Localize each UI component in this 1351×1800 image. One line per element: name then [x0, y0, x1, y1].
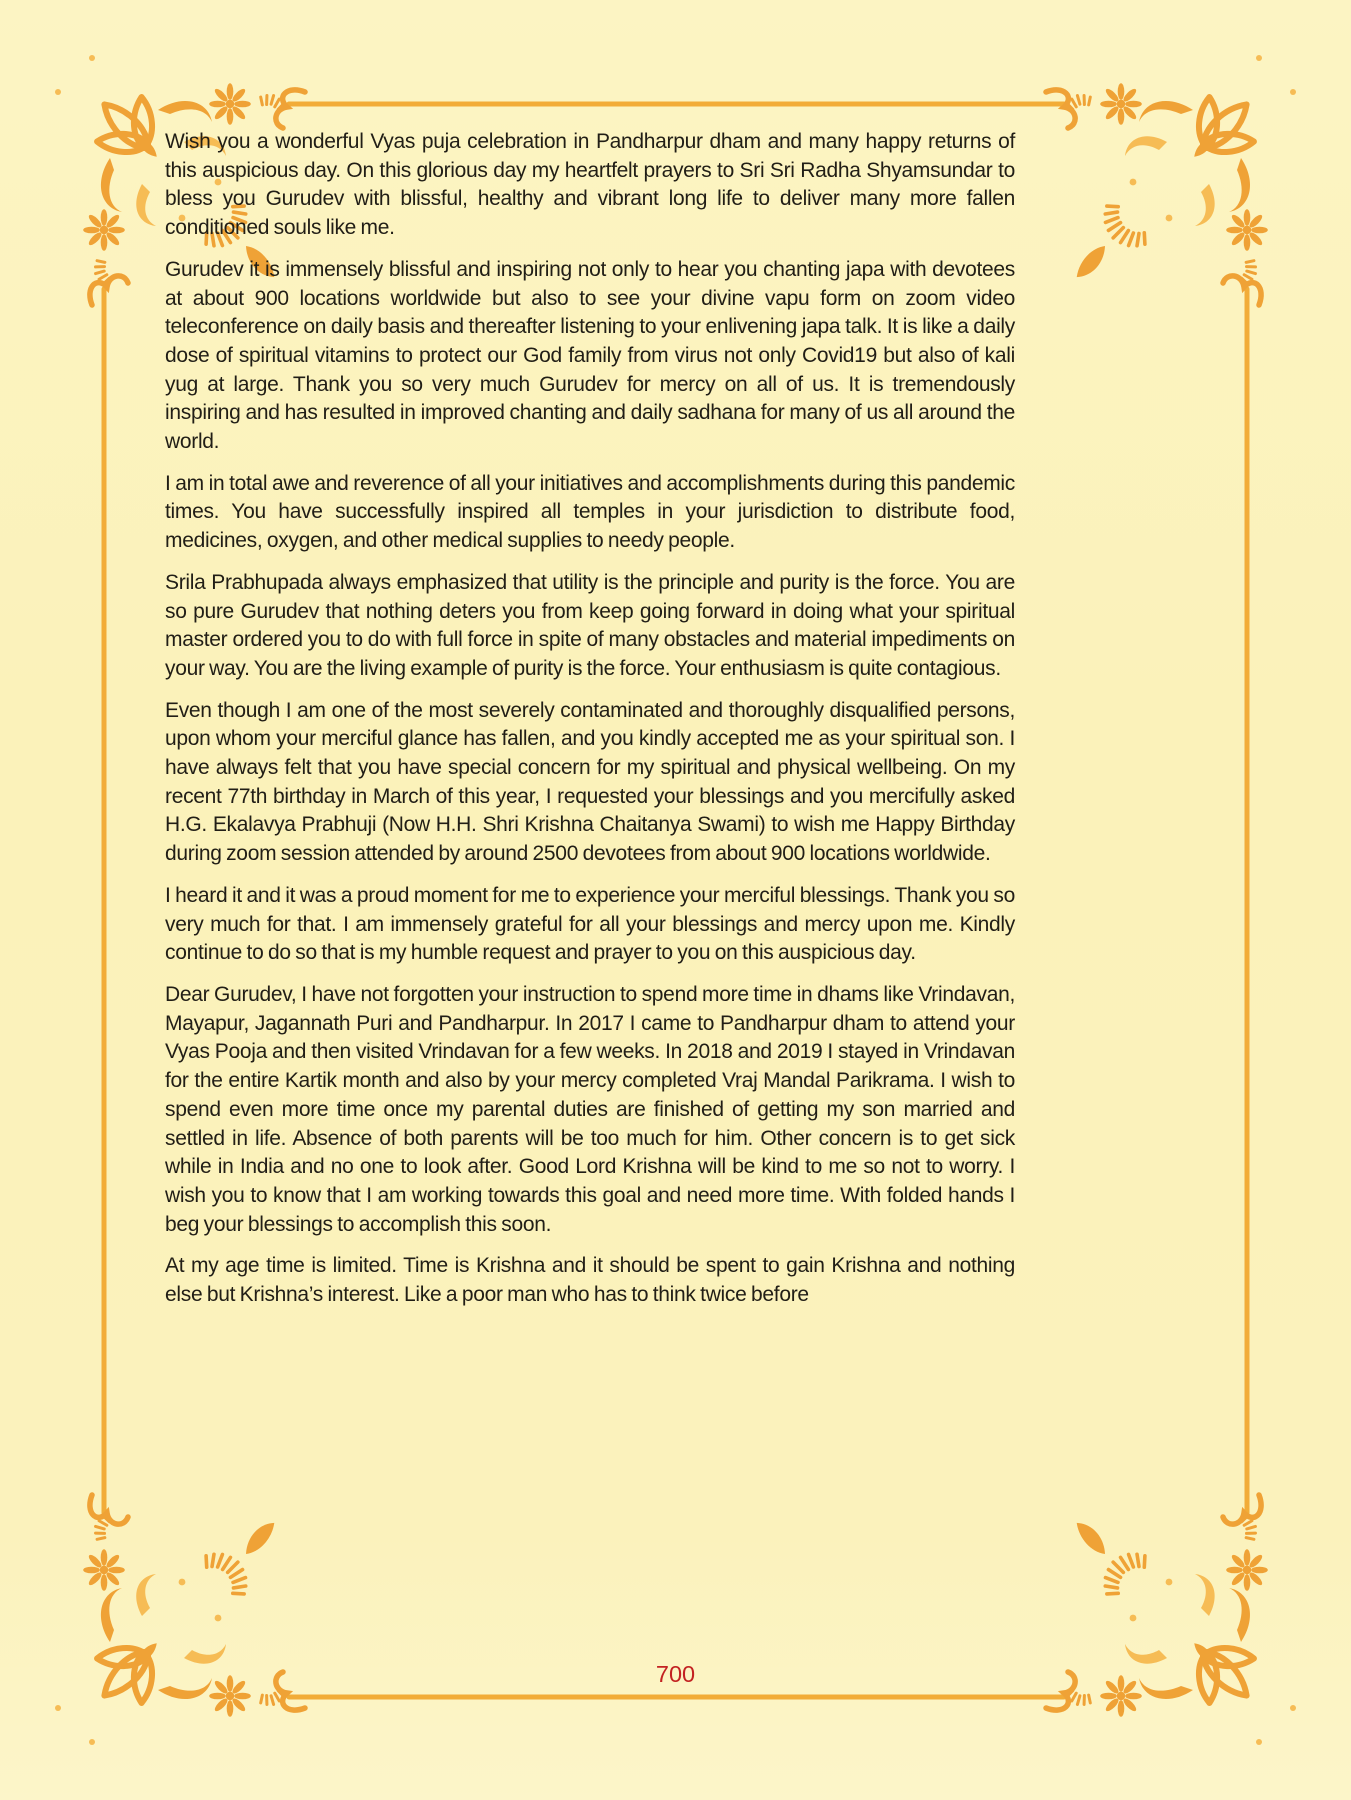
paragraph: Wish you a wonderful Vyas puja celebration in Pandharpur dham and many happy returns of this auspicious day. On this glorious day my heartfelt prayers to Sri Sri Radha Shyamsundar to bless you Gurudev with blissful, healthy and vibrant long life to deliver many more fallen conditioned souls like me. [165, 130, 1015, 240]
paragraph: I am in total awe and reverence of all your initiatives and accomplishments during this pandemic times. You have successfully inspired all temples in your jurisdiction to distribute food, medicines, oxygen, and other medical supplies to needy people. [165, 471, 1015, 553]
letter-body [165, 128, 1015, 1323]
paragraph: I heard it and it was a proud moment for me to experience your merciful blessings. Thank you so very much for that. I am immensely grateful for all your blessings and mercy upon me. Kindly continue to do so that is my humble request and prayer to you on this auspicious day. [165, 883, 1015, 965]
paragraph: At my age time is limited. Time is Krishna and it should be spent to gain Krishna and nothing else but Krishna’s interest. Like a poor man who has to think twice before [165, 1254, 1015, 1307]
paragraph: Dear Gurudev, I have not forgotten your instruction to spend more time in dhams like Vrindavan, Mayapur, Jagannath Puri and Pandharpur. In 2017 I came to Pandharpur dham to attend your Vyas Pooja and then visited Vrindavan for a few weeks. In 2018 and 2019 I stayed in Vrindavan for the entire Kartik month and also by your mercy completed Vraj Mandal Parikrama. I wish to spend even more time once my parental duties are finished of getting my son married and settled in life. Absence of both parents will be too much for him. Other concern is to get sick while in India and no one to look after. Good Lord Krishna will be kind to me so not to worry. I wish you to know that I am working towards this goal and need more time. With folded hands I beg your blessings to accomplish this soon. [165, 982, 1015, 1236]
paragraph: Gurudev it is immensely blissful and inspiring not only to hear you chanting japa with devotees at about 900 locations worldwide but also to see your divine vapu form on zoom video teleconference on daily basis and thereafter listening to your enlivening japa talk. It is like a daily dose of spiritual vitamins to protect our God family from virus not only Covid19 but also of kali yug at large. Thank you so very much Gurudev for mercy on all of us. It is tremendously inspiring and has resulted in improved chanting and daily sadhana for many of us all around the world. [165, 257, 1015, 454]
page-number: 700 [655, 1661, 696, 1687]
paragraph: Even though I am one of the most severely contaminated and thoroughly disqualified persons, upon whom your merciful glance has fallen, and you kindly accepted me as your spiritual son. I have always felt that you have special concern for my spiritual and physical wellbeing. On my recent 77th birthday in March of this year, I requested your blessings and you mercifully asked H.G. Ekalavya Prabhuji (Now H.H. Shri Krishna Chaitanya Swami) to wish me Happy Birthday during zoom session attended by around 2500 devotees from about 900 locations worldwide. [165, 698, 1015, 866]
paragraph: Srila Prabhupada always emphasized that utility is the principle and purity is the force. You are so pure Gurudev that nothing deters you from keep going forward in doing what your spiritual master ordered you to do with full force in spite of many obstacles and material impediments on your way. You are the living example of purity is the force. Your enthusiasm is quite contagious. [165, 570, 1015, 680]
